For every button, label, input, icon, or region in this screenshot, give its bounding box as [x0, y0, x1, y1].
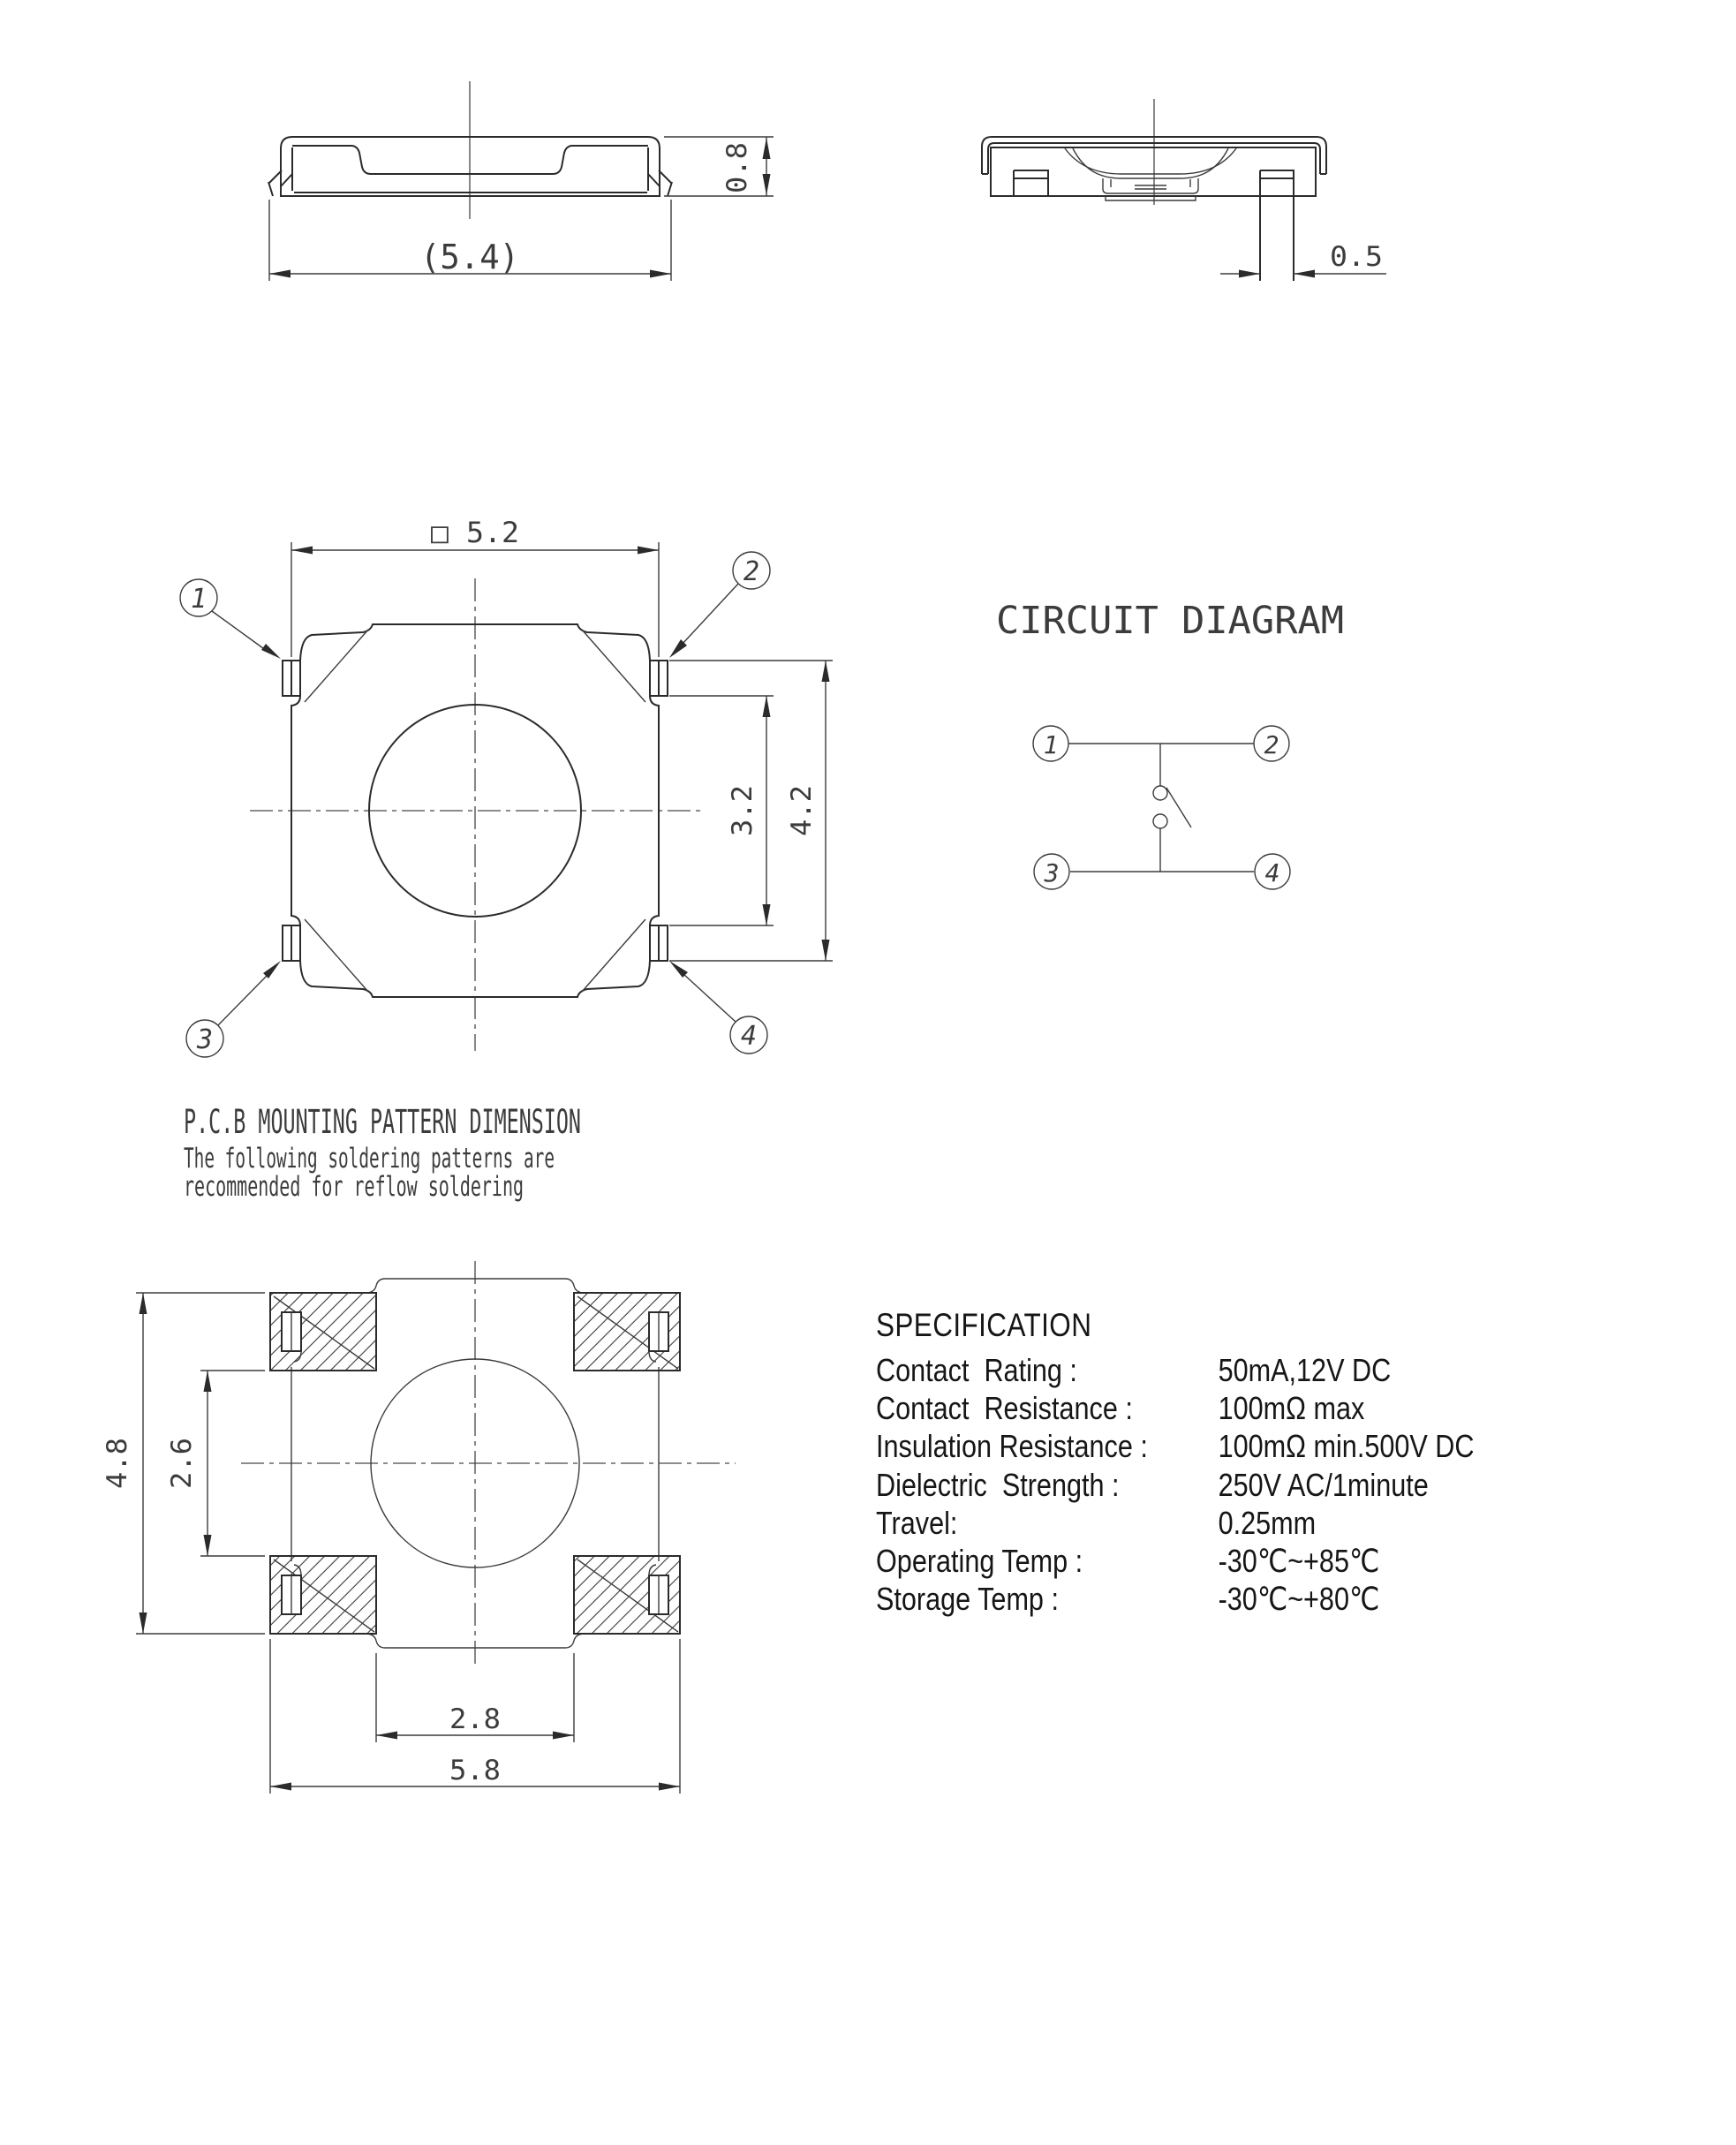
- spec-label: Insulation Resistance :: [876, 1428, 1148, 1465]
- terminal-leg: [1260, 196, 1294, 281]
- switch-contact-upper: [1153, 786, 1167, 800]
- spec-row: [876, 1466, 1551, 1504]
- callout-2-label: 2: [743, 556, 760, 587]
- switch-contact-lower: [1153, 814, 1167, 828]
- spec-value: 50mA,12V DC: [1218, 1352, 1392, 1388]
- switch-actuator: [1166, 788, 1191, 827]
- right-contact-block: [1260, 170, 1294, 196]
- spec-value: 0.25mm: [1218, 1504, 1317, 1541]
- spec-value: -30℃~+85℃: [1218, 1543, 1380, 1580]
- top-view: [180, 516, 833, 1057]
- spec-title: SPECIFICATION: [876, 1307, 1092, 1343]
- terminal-2-label: 2: [1264, 730, 1279, 759]
- spec-row: [876, 1580, 1551, 1618]
- wires: [1068, 744, 1254, 872]
- circuit-title: CIRCUIT DIAGRAM: [996, 599, 1344, 643]
- dim-square-label: □ 5.2: [431, 516, 519, 549]
- dim-2-8-label: 2.8: [449, 1703, 501, 1735]
- dim-4-8-label: 4.8: [102, 1439, 133, 1489]
- side-view-front: [268, 81, 774, 281]
- dim-2-6-label: 2.6: [166, 1439, 198, 1489]
- spec-value: 100mΩ max: [1218, 1390, 1365, 1427]
- spec-value: 250V AC/1minute: [1218, 1466, 1429, 1503]
- circuit-diagram: [996, 599, 1344, 889]
- spec-label: Contact Rating :: [876, 1352, 1077, 1388]
- spec-row: [876, 1389, 1551, 1427]
- specification-block: [876, 1307, 1551, 1618]
- center-recess: [352, 146, 571, 174]
- pcb-note-title: P.C.B MOUNTING PATTERN DIMENSION: [184, 1103, 581, 1141]
- spec-value: -30℃~+80℃: [1218, 1581, 1380, 1618]
- pcb-pattern: [102, 1261, 736, 1794]
- left-contact-block: [1014, 170, 1048, 196]
- dim-height-label: 0.8: [721, 144, 753, 193]
- pcb-note: [184, 1103, 581, 1203]
- center-contact-tray: [1103, 178, 1198, 200]
- dimension-lead: [1220, 241, 1386, 278]
- spec-row: [876, 1427, 1551, 1465]
- callout-1-label: 1: [190, 584, 208, 615]
- spec-row: [876, 1542, 1551, 1580]
- pcb-note-line2: recommended for reflow soldering: [184, 1171, 524, 1203]
- spec-label: Contact Resistance :: [876, 1390, 1133, 1427]
- dim-5-8-label: 5.8: [449, 1755, 501, 1786]
- spec-row: [876, 1504, 1551, 1542]
- callout-3: [186, 961, 281, 1057]
- dimension-height: [664, 137, 774, 196]
- callout-2: [669, 552, 770, 658]
- spec-value: 100mΩ min.500V DC: [1218, 1428, 1475, 1465]
- callout-4-label: 4: [740, 1021, 758, 1052]
- terminal-3-label: 3: [1044, 858, 1060, 887]
- dim-outer-label: 4.2: [786, 787, 818, 836]
- spec-label: Storage Temp :: [876, 1581, 1059, 1618]
- dimension-inner-horizontal: [376, 1653, 574, 1742]
- callout-3-label: 3: [196, 1024, 214, 1055]
- pcb-note-line1: The following soldering patterns are: [184, 1143, 555, 1174]
- spec-row: [876, 1351, 1551, 1389]
- dim-inner-label: 3.2: [727, 787, 759, 836]
- spec-label: Travel:: [876, 1504, 958, 1541]
- dim-lead-label: 0.5: [1330, 241, 1383, 273]
- side-view-section: [982, 99, 1386, 281]
- terminal-4-label: 4: [1264, 858, 1280, 887]
- dim-width-label: (5.4): [420, 238, 519, 276]
- spec-label: Operating Temp :: [876, 1543, 1083, 1580]
- terminal-1-label: 1: [1043, 730, 1059, 759]
- callout-1: [180, 579, 281, 659]
- callout-4: [669, 961, 767, 1054]
- spec-label: Dielectric Strength :: [876, 1466, 1120, 1503]
